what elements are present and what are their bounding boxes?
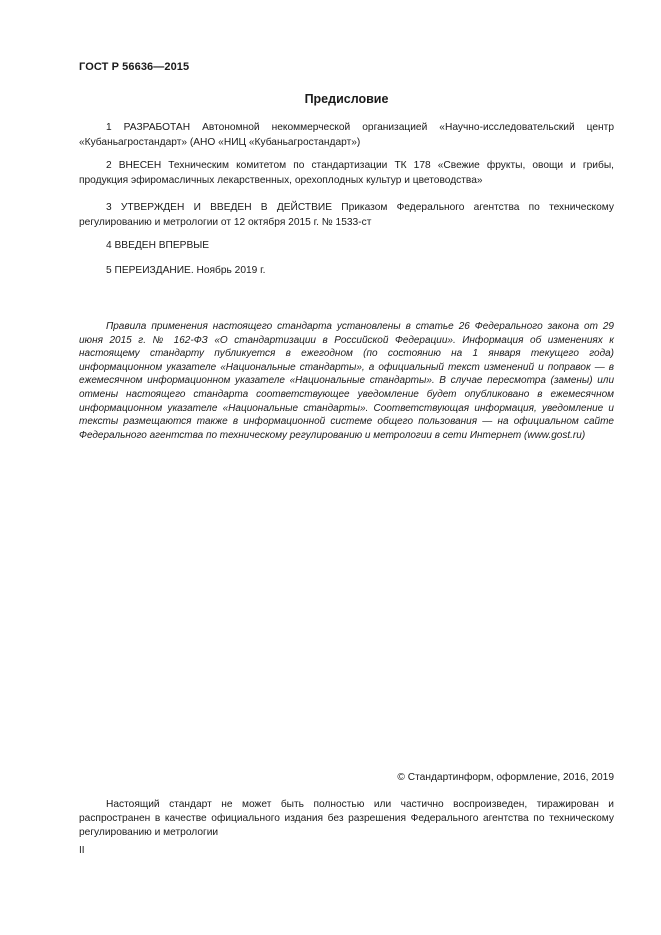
preface-item-first-introduced: 4 ВВЕДЕН ВПЕРВЫЕ (106, 240, 210, 251)
preface-item-reissue: 5 ПЕРЕИЗДАНИЕ. Ноябрь 2019 г. (106, 265, 266, 276)
preface-item-approved: 3 УТВЕРЖДЕН И ВВЕДЕН В ДЕЙСТВИЕ Приказом Федерального агентства по техническому регулированию и метрологии от 12 октября 2015 г. № 1533-ст (79, 202, 614, 228)
application-rules-notice: Правила применения настоящего стандарта установлены в статье 26 Федерального закона от 29 июня 2015 г. № 162-ФЗ «О стандартизации в Российской Федерации». Информация об изменениях к настоящему стандарту публикуется в ежегодном (по состоянию на 1 января текущего года) информационном указателе «Национальные стандарты», а официальный текст изменений и поправок — в ежемесячном информационном указателе «Национальные стандарты». В случае пересмотра (замены) или отмены настоящего стандарта соответствующее уведомление будет опубликовано в ежемесячном информационном указателе «Национальные стандарты». Соответствующая информация, уведомление и тексты размещаются также в информационной системе общего пользования — на официальном сайте Федерального агентства по техническому регулированию и метрологии в сети Интернет (www.gost.ru) (79, 321, 614, 441)
preface-title: Предисловие (304, 92, 389, 106)
reproduction-rights-notice: Настоящий стандарт не может быть полностью или частично воспроизведен, тиражирован и распространен в качестве официального издания без разрешения Федерального агентства по техническому регулированию и метрологии (79, 799, 614, 838)
copyright-line: © Стандартинформ, оформление, 2016, 2019 (397, 772, 614, 783)
document-code: ГОСТ Р 56636—2015 (79, 61, 190, 73)
page-number: II (79, 845, 85, 856)
preface-item-developed: 1 РАЗРАБОТАН Автономной некоммерческой организацией «Научно-исследовательский центр «Кубаньагростандарт» (АНО «НИЦ «Кубаньагростандарт») (79, 122, 614, 148)
preface-item-introduced: 2 ВНЕСЕН Техническим комитетом по стандартизации ТК 178 «Свежие фрукты, овощи и грибы, продукция эфиромасличных лекарственных, орехоплодных культур и цветоводства» (79, 160, 614, 186)
